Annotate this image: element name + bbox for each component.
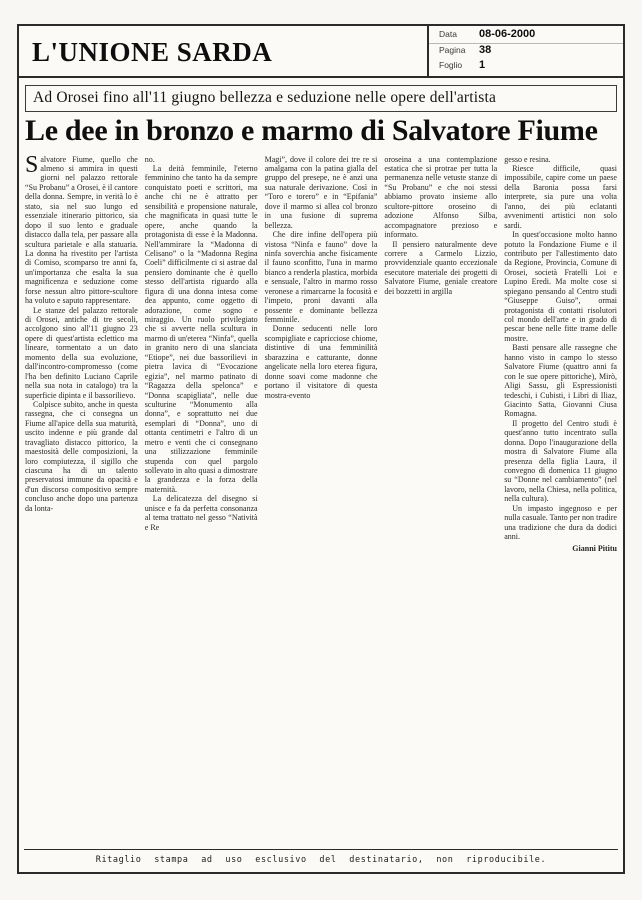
byline: Gianni Pititu xyxy=(572,543,617,553)
article-paragraph: Le stanze del palazzo rettorale di Orosei, antiche di tre secoli, accolgono sino all'11 giugno 23 opere di quest'artista eclettico ma lineare, tormentato a un dato momento della sua evoluzione, dall'incontro-compromesso (come l'ha ben definito Luciano Caprile nella sua nota in catalogo) tra la superficie dipinta e il bassorilievo. xyxy=(25,305,138,400)
disclaimer: Ritaglio stampa ad uso esclusivo del destinatario, non riproducibile. xyxy=(95,855,547,865)
article-paragraph: Un impasto ingegnoso e per nulla casuale. Tanto per non tradire una tradizione che dura da dodici anni. xyxy=(504,503,617,542)
stamp-row-date xyxy=(429,28,623,44)
drop-cap: S xyxy=(25,151,39,178)
stamp-label-page: Pagina xyxy=(439,45,466,55)
article-paragraph: Basti pensare alle rassegne che hanno visto in campo lo stesso Salvatore Fiume (quattro anni fa con le sue opere pittoriche), Mirò, Aligi Sassu, gli Espressionisti tedeschi, i Cubisti, i Libri di Iliaz, Giacinto Satta, Giovanni Ciusa Romagna. xyxy=(504,343,617,419)
stamp-row-sheet xyxy=(429,59,623,74)
stamp-label-date: Data xyxy=(439,29,457,39)
article-paragraph-text: alvatore Fiume, quello che almeno si ammira in questi giorni nel palazzo rettorale “Su Probanu” a Orosei, è il cantore della donna. Sempre, in verità lo è stato, sia nel suo lungo ed essenziale itinerario pittorico, sia dopo il suo lento e graduale distacco dalla tela, per passare alla scultura parietale e alla statuaria. La donna ha rivestito per l'artista di Comiso, scomparso tre anni fa, un'importanza che esalta la sua magnificenza e seduzione come forse nessun altro pittore-scultore ha voluto e saputo rappresentare. xyxy=(25,154,138,306)
article-columns xyxy=(25,151,617,553)
article-paragraph: Magi”, dove il colore dei tre re si amalgama con la patina gialla del gruppo del presepe, ne è anzi una sua naturale derivazione. Così in “Toro e torero” e in “Epifania” dove il marmo si allea col bronzo in una fusione di suprema bellezza. xyxy=(264,154,378,230)
newspaper-masthead: L'UNIONE SARDA xyxy=(32,37,273,67)
article-paragraph xyxy=(25,151,138,306)
headline: Le dee in bronzo e marmo di Salvatore Fiume xyxy=(25,114,598,147)
article-paragraph: La deità femminile, l'eterno femminino che tanto ha da sempre conquistato poeti e scrittori, ma anche chi ne è attratto per sensibilità e propensione naturale, che magnificata in quasi tutte le opere, anche quando la protagonista di esse è la Madonna. Nell'ammirare la “Madonna di Celisano” o la “Madonna Regina Coeli” difficilmente ci si astrae dal pensiero dominante che è quello stesso dell'artista riguardo alla figura di una donna intesa come dea appunto, come oggetto di adorazione, come sogno e miraggio. Un ruolo privilegiato che si avverte nella scultura in marmo di un'eterea “Ninfa”, quella in granito nero di una slanciata “Etiope”, nei due bassorilievi in pietra lavica di “Evocazione egizia”, nel marmo patinato di “Ragazza della spelonca” e “Donna scapigliata”, nelle due sculturine “Monumento alla donna”, e soprattutto nei due esemplari di “Donna”, uno di ottanta centimetri e l'altro di un metro e venti che ci consegnano una stilizzazione femminile stupenda con quel pargolo sollevato in alto quasi a dimostrare la grandezza e la forza della maternità. xyxy=(144,164,258,494)
kicker: Ad Orosei fino all'11 giugno bellezza e seduzione nelle opere dell'artista xyxy=(33,89,497,106)
article-paragraph: Donne seducenti nelle loro scompigliate e capricciose chiome, distintive di una femminilità sbarazzina e catturante, donne angelicate nella loro eterea figura, donne soavi come madonne che portano il visitatore di questa mostra-evento xyxy=(264,324,378,400)
article-paragraph: gesso e resina. xyxy=(504,154,551,164)
article-paragraph: no. xyxy=(144,154,155,164)
article-paragraph: Riesce difficile, quasi impossibile, capire come un paese della Baronia possa farsi interprete, sia pure una volta l'anno, dei più eclatanti avvenimenti artistici non solo sardi. xyxy=(504,164,617,230)
article-paragraph: Il progetto del Centro studi è quest'anno tutto incentrato sulla donna. Dopo l'inaugurazione della mostra di Salvatore Fiume alla presenza della figlia Laura, il convegno di domenica 11 giugno su “Donne nel cambiamento” (nel lavoro, nella Chiesa, nella politica, nella cultura). xyxy=(504,418,617,504)
article-paragraph: Il pensiero naturalmente deve correre a Carmelo Lizzio, provvidenziale quanto eccezionale esecutore materiale dei progetti di Salvatore Fiume, geniale creatore dei bozzetti in argilla xyxy=(384,239,498,296)
article-column-5 xyxy=(504,155,617,553)
stamp-value-date: 08-06-2000 xyxy=(479,28,536,40)
article-paragraph: oroseina a una contemplazione estatica che si protrae per tutta la permanenza nelle vetuste stanze di “Su Probanu” e che noi stessi abbiamo provato insieme allo scultore-pittore oroseino di adozione Alfonso Silba, accompagnatore prezioso e informato. xyxy=(384,154,498,240)
article-paragraph: La delicatezza del disegno si unisce e fa da perfetta consonanza al tema trattato nel gesso “Natività e Re xyxy=(144,494,258,532)
article-column-2 xyxy=(145,155,258,553)
stamp-value-sheet: 1 xyxy=(479,59,486,71)
article-paragraph: Che dire infine dell'opera più vistosa “Ninfa e fauno” dove la ninfa soverchia anche fisicamente il fauno sconfitto, l'una in marmo bianco a renderla plastica, morbida e sensuale, l'altro in marmo rosso veronese a rimarcarne la focosità e l'impeto, proni davanti alla possente e dominante bellezza femminile. xyxy=(264,230,378,325)
stamp-label-sheet: Foglio xyxy=(439,60,463,70)
clipping-frame xyxy=(17,24,625,874)
article-column-1 xyxy=(25,151,138,553)
stamp-value-page: 38 xyxy=(479,44,492,56)
clipping-stamp-box xyxy=(427,26,623,76)
article-column-3 xyxy=(265,155,378,553)
article-paragraph: In quest'occasione molto hanno potuto la Fondazione Fiume e il contributo per l'allestimento dato da Regione, Provincia, Comune di Orosei, società Fratelli Loi e Lupino Eredi. Ma molte cose si spiegano pensando al Centro studi “Giuseppe Guiso”, ormai protagonista di contatti risolutori col mondo dell'arte e in grado di pescar bene nelle fitte trame delle mostre. xyxy=(504,230,617,343)
article xyxy=(19,78,623,849)
article-paragraph: Colpisce subito, anche in questa rassegna, che ci consegna un Fiume all'apice della sua maturità, uscito indenne e più grande dal travagliato distacco pittorico, la maestosità delle composizioni, la loro compiutezza, il sigillo che ciascuna ha di un talento preservatosi immune da opacità e d'un discorso compositivo sempre concluso anche dopo una partenza da lonta- xyxy=(25,399,138,513)
kicker-box xyxy=(25,85,617,112)
stamp-row-page xyxy=(429,44,623,59)
clipping-header xyxy=(19,26,623,78)
clipping-footer xyxy=(24,849,618,872)
article-column-4 xyxy=(384,155,497,553)
